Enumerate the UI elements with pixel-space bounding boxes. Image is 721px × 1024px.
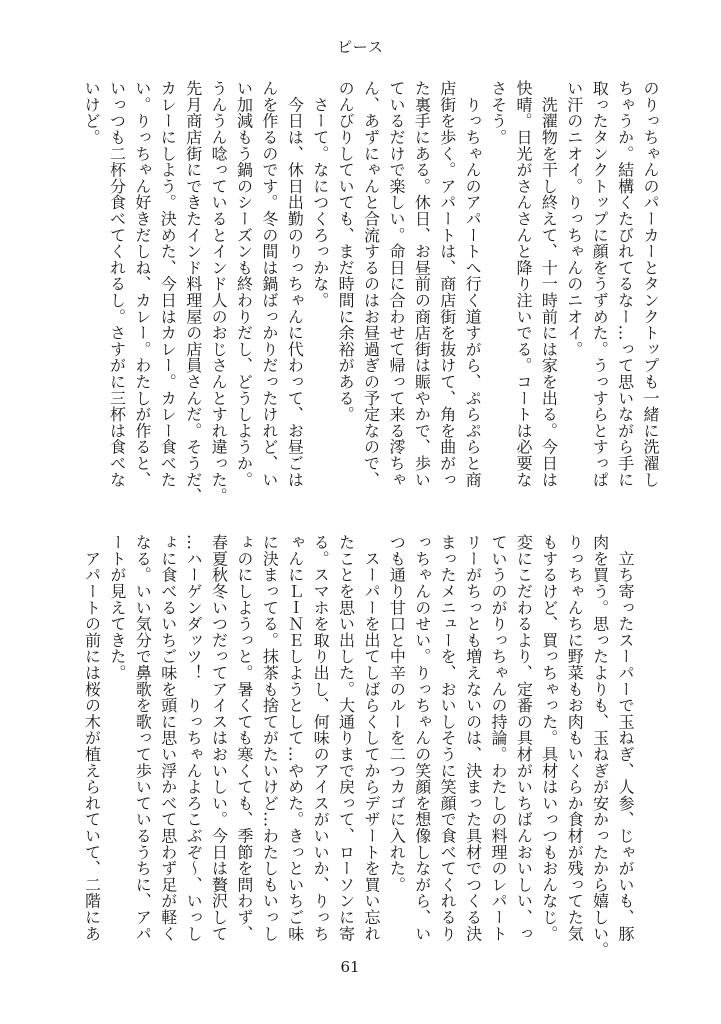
text-line: ゃんにＬＩＮＥしようとして…やめた。きっといちご味 <box>285 534 305 942</box>
text-line: ちゃうか。結構くたびれてるなー…って思いながら手に <box>615 80 635 488</box>
text-line: スーパーを出てしばらくしてからデザートを買い忘れ <box>361 534 381 942</box>
text-line: さそう。 <box>488 80 508 146</box>
text-line: カレーにしよう。決めた、今日はカレー。カレー食べた <box>158 80 178 488</box>
text-line: っちゃんのせい。りっちゃんの笑顔を想像しながら、い <box>412 534 432 942</box>
text-block-upper <box>78 80 663 504</box>
text-line: …ハーゲンダッツ！ りっちゃんよろこぶぞ～、いっし <box>184 534 204 942</box>
text-line: もするけど、買っちゃった。具材はいっつもおんなじ。 <box>539 534 559 942</box>
text-line: りっちゃんちに野菜もお肉もいくらか食材が残ってた気 <box>565 534 585 942</box>
text-block-lower <box>78 534 638 958</box>
text-line: 取ったタンクトップに顔をうずめた。うっすらとすっぱ <box>590 80 610 488</box>
text-line: のんびりしていても、まだ時間に余裕がある。 <box>336 80 356 423</box>
text-line: まったメニューを、おいしそうに笑顔で食べてくれるり <box>438 534 458 942</box>
text-line: いけど。 <box>82 80 102 146</box>
text-line: んを作るのです。冬の間は鍋ばっかりだったけれど、い <box>259 80 279 488</box>
text-line: に決まってる。抹茶も捨てがたいけど…わたしもいっし <box>260 534 280 942</box>
text-line: 変にこだわるより、定番の具材がいちばんおいしい、っ <box>514 534 534 942</box>
text-line: ょに食べるいちご味を頭に思い浮かべて思わず足が軽く <box>158 534 178 942</box>
text-line: なる。いい気分で鼻歌を歌って歩いているうちに、アパ <box>133 534 153 942</box>
text-line: ートが見えてきた。 <box>107 534 127 681</box>
text-line: 洗濯物を干し終えて、十一時前には家を出る。今日は <box>539 80 559 488</box>
text-line: い。りっちゃん好きだしね、カレー。わたしが作ると、 <box>132 80 152 488</box>
text-line: うんうん唸っているとインド人のおじさんとすれ違った。 <box>209 80 229 504</box>
running-header-title: ピース <box>337 38 384 56</box>
text-line: 春夏秋冬いつだってアイスはおいしい。今日は贅沢して <box>209 534 229 942</box>
text-line: ょのにしようっと。暑くても寒くても、季節を問わず、 <box>234 534 254 942</box>
text-line: ているだけで楽しい。命日に合わせて帰って来る澪ちゃ <box>386 80 406 488</box>
text-line: いっつも二杯分食べてくれるし。さすがに三杯は食べな <box>107 80 127 488</box>
text-line: ん、あずにゃんと合流するのはお昼過ぎの予定なので、 <box>361 80 381 488</box>
text-line: 快晴。日光がさんさんと降り注いでる。コートは必要な <box>513 80 533 488</box>
text-line: る。スマホを取り出し、何味のアイスがいいか、りっち <box>311 534 331 942</box>
text-line: リーがちっとも増えないのは、決まった具材でつくる決 <box>463 534 483 942</box>
text-line: たことを思い出した。大通りまで戻って、ローソンに寄 <box>336 534 356 942</box>
text-line: りっちゃんのアパートへ行く道すがら、ぷらぷらと商 <box>463 80 483 488</box>
text-line: 今日は、休日出勤のりっちゃんに代わって、お昼ごは <box>285 80 305 488</box>
text-line: 肉を買う。思ったよりも、玉ねぎが安かったから嬉しい。 <box>590 534 610 958</box>
text-line: 店街を歩く。アパートは、商店街を抜けて、角を曲がっ <box>437 80 457 488</box>
page-number: 61 <box>340 958 360 976</box>
text-line: のりっちゃんのパーカーとタンクトップも一緒に洗濯し <box>641 80 660 488</box>
text-line: 立ち寄ったスーパーで玉ねぎ、人参、じゃがいも、豚 <box>616 534 635 942</box>
text-line: た裏手にある。休日、お昼前の商店街は賑やかで、歩い <box>412 80 432 488</box>
text-line: つも通り甘口と中辛のルーを二つカゴに入れた。 <box>387 534 407 893</box>
text-line: い加減もう鍋のシーズンも終わりだし、どうしようか。 <box>234 80 254 488</box>
text-line: ていうのがりっちゃんの持論。わたしの料理のレパート <box>488 534 508 942</box>
text-line: さーて。なにつくろっかな。 <box>310 80 330 309</box>
text-line: い汗のニオイ。りっちゃんのニオイ。 <box>564 80 584 358</box>
text-line: 先月商店街にできたインド料理屋の店員さんだ。そうだ、 <box>183 80 203 504</box>
text-line: アパートの前には桜の木が植えられていて、二階にあ <box>82 534 102 942</box>
